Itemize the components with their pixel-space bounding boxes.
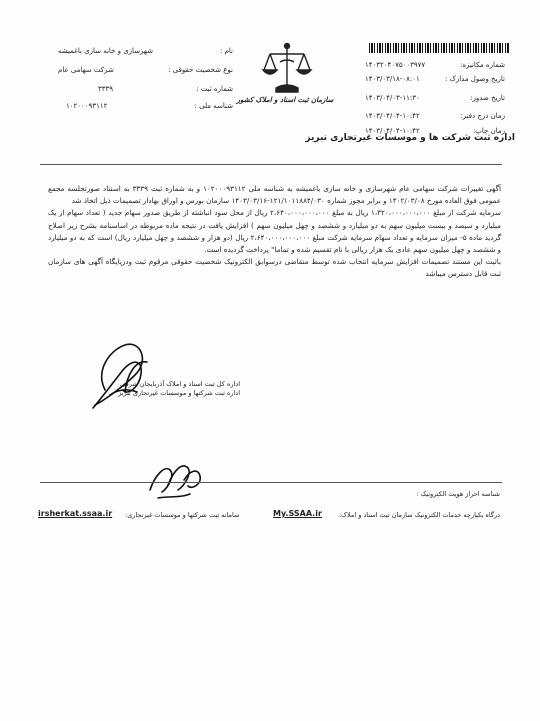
letter-number-label: شماره مکانیزه: <box>459 61 505 69</box>
type-label: نوع شخصیت حقوقی : <box>168 66 233 74</box>
emblem-caption: سازمان ثبت اسناد و املاک کشور <box>236 96 334 104</box>
office-title: اداره ثبت شرکت ها و موسسات غیرتجاری تبریز <box>305 133 515 143</box>
letter-number-value: ۱۴۰۳۲۰۴۰۷۵۰۰۳۹۷۷ <box>365 61 426 69</box>
scales-of-justice-emblem <box>258 40 316 104</box>
portal-link[interactable]: My.SSAA.ir <box>273 509 322 518</box>
national-id-row <box>58 101 233 111</box>
reg-no-row <box>58 84 233 94</box>
type-row <box>58 65 233 75</box>
register-time-row <box>365 111 505 121</box>
handwritten-initials <box>140 450 210 510</box>
doc-receive-row <box>365 74 505 84</box>
name-label: نام : <box>220 47 233 55</box>
companies-link[interactable]: irsherkat.ssaa.ir <box>38 509 113 518</box>
type-value: شرکت سهامی عام <box>58 66 114 74</box>
letter-number-row <box>365 60 505 70</box>
issue-date-label: تاریخ صدور: <box>470 94 505 102</box>
national-id-value: ۱۰۲۰۰۰۹۳۱۱۲ <box>66 102 108 110</box>
reg-no-value: ۳۳۳۹ <box>98 85 114 93</box>
national-id-label: شناسه ملی : <box>194 102 233 110</box>
e-id-label: شناسه احراز هویت الکترونیک : <box>416 490 500 498</box>
print-time-label: زمان چاپ: <box>472 127 505 135</box>
announcement-paragraph-1: آگهی تغییرات شرکت سهامی عام شهرسازی و خانه سازی باغمیشه به شناسه ملی ۱۰۲۰۰۰۹۳۱۱۲ و به شماره ثبت ۳۳۳۹ به استناد صورتجلسه مجمع عمومی فوق العاده مورخ ۱۴۰۲/۰۳/۰۸ و برابر مجوز شماره ۱۲۱/۱۰۱۱۸۸۴/۰۳۰-۱۴۰۳/۰۳/۱۶ سازمان بورس و اوراق بهادار تصمیمات ذیل اتخاذ شد <box>48 184 501 206</box>
issue-date-value: ۱۴۰۳/۰۴/۰۳-۱۱:۳۰ <box>365 94 420 102</box>
register-time-value: ۱۴۰۳/۰۴/۰۴-۱۰:۴۲ <box>365 112 420 120</box>
doc-receive-value: ۱۴۰۳/۰۳/۱۸-۰۸:۰۱ <box>365 75 420 83</box>
companies-text: سامانه ثبت شرکتها و موسسات غیرتجاری: <box>125 511 240 519</box>
announcement-body <box>48 183 501 281</box>
stamp-line-2: اداره ثبت شرکتها و موسسات غیرتجاری تبریز <box>118 389 240 397</box>
print-time-value: ۱۴۰۳/۰۴/۰۴-۱۰:۴۲ <box>365 127 420 135</box>
name-row <box>58 46 233 56</box>
register-time-label: زمان درج دفتر: <box>460 112 505 120</box>
handwritten-signature <box>65 330 215 450</box>
announcement-paragraph-3: باثبت این مستند تصمیمات افزایش سرمایه انتخاب شده توسط متقاضی درسوابق الکترونیک شخصیت حقوقی مرقوم ثبت ودرپایگاه آگهی های سازمان ثبت قابل دسترس میباشد <box>48 257 501 279</box>
issue-date-row <box>365 93 505 103</box>
footer-divider <box>40 482 502 483</box>
barcode <box>369 43 509 53</box>
header-divider <box>40 164 502 165</box>
doc-receive-label: تاریخ وصول مدارک : <box>444 75 505 83</box>
portal-text: درگاه یکپارچه خدمات الکترونیک سازمان ثبت اسناد و املاک: <box>338 511 500 519</box>
stamp-line-1: اداره کل ثبت اسناد و املاک آذربایجان شرقی <box>120 380 240 388</box>
announcement-paragraph-2: سرمایه شرکت از مبلغ ۱،۳۲۰،۰۰۰،۰۰۰،۰۰۰ ریال به مبلغ ۲،۶۴۰،۰۰۰،۰۰۰،۰۰۰ ریال از محل سود انباشته از طریق صدور سهام جدید ( تعداد سهام از یک میلیارد و سیصد و بیست میلیون سهم به دو میلیارد و ششصد و چهل میلیون سهم ) افزایش یافت در نتیجه ماده مربوطه در اساسنامه بشرح زیر اصلاح گردید ماده ۵- میزان سرمایه و تعداد سهام سرمایه شرکت مبلغ ۲،۶۴۰،۰۰۰،۰۰۰،۰۰۰ ریال (دو هزار و ششصد و چهل میلیارد ریال) است که به دو میلیارد و ششصد و چهل میلیون سهم عادی یک هزار ریالی با نام تقسیم شده و تماما" پرداخت گردیده است. <box>48 208 502 255</box>
reg-no-label: شماره ثبت : <box>196 85 233 93</box>
name-value: شهرسازی و خانه سازی باغمیشه <box>58 47 154 55</box>
